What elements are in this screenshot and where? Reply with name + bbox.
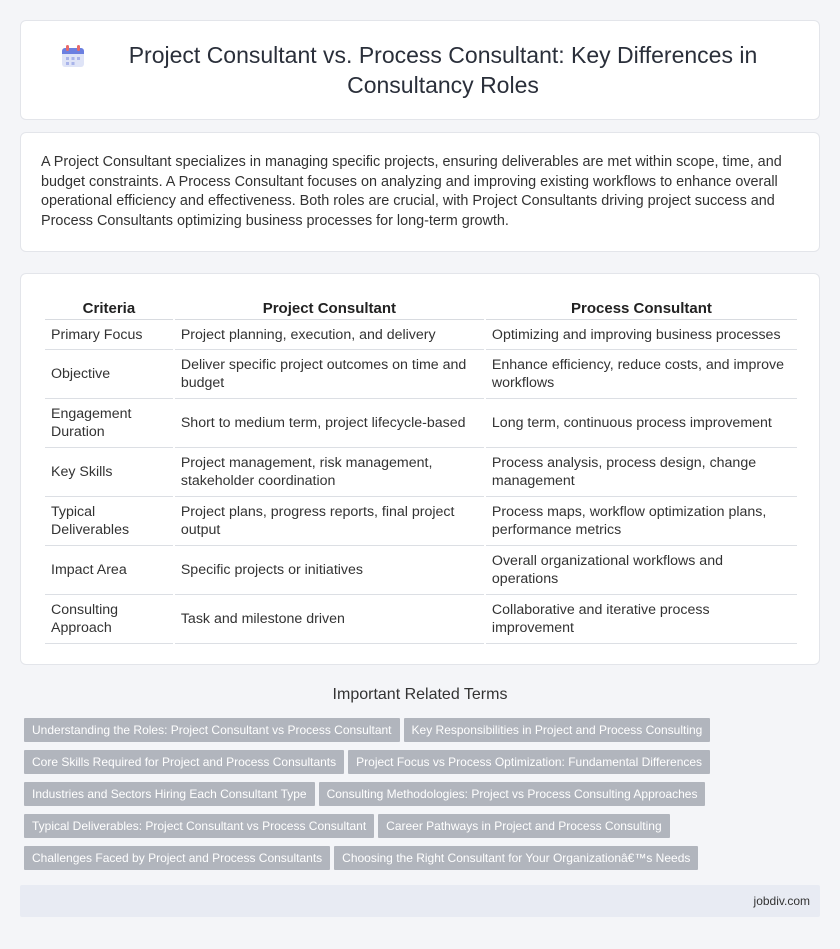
related-term-link[interactable]: Challenges Faced by Project and Process Consultants — [24, 846, 330, 870]
table-row — [45, 320, 797, 350]
table-row — [45, 595, 797, 644]
footer — [20, 885, 820, 917]
table-row — [45, 497, 797, 546]
header-card — [20, 20, 820, 120]
project-cell: Project planning, execution, and delivery — [175, 320, 484, 350]
related-term-link[interactable]: Project Focus vs Process Optimization: Fundamental Differences — [348, 750, 710, 774]
criteria-cell: Primary Focus — [45, 320, 173, 350]
project-cell: Task and milestone driven — [175, 595, 484, 644]
criteria-cell: Objective — [45, 350, 173, 399]
header-project-consultant: Project Consultant — [175, 294, 484, 320]
project-cell: Specific projects or initiatives — [175, 546, 484, 595]
criteria-cell: Consulting Approach — [45, 595, 173, 644]
table-row — [45, 448, 797, 497]
related-term-link[interactable]: Industries and Sectors Hiring Each Consultant Type — [24, 782, 315, 806]
process-cell: Enhance efficiency, reduce costs, and improve workflows — [486, 350, 797, 399]
related-term-link[interactable]: Understanding the Roles: Project Consultant vs Process Consultant — [24, 718, 400, 742]
project-cell: Deliver specific project outcomes on time and budget — [175, 350, 484, 399]
intro-paragraph: A Project Consultant specializes in managing specific projects, ensuring deliverables are met within scope, time, and budget constraints. A Process Consultant focuses on analyzing and improving existing workflows to enhance overall operational efficiency and effectiveness. Both roles are crucial, with Project Consultants driving project success and Process Consultants optimizing business processes for long-term growth. — [41, 154, 782, 229]
intro-card — [20, 132, 820, 252]
page-title: Project Consultant vs. Process Consultant: Key Differences in Consultancy Roles — [128, 42, 758, 98]
related-term-link[interactable]: Key Responsibilities in Project and Process Consulting — [404, 718, 711, 742]
header-process-consultant: Process Consultant — [486, 294, 797, 320]
footer-site-link[interactable]: jobdiv.com — [753, 894, 810, 908]
related-term-link[interactable]: Career Pathways in Project and Process Consulting — [378, 814, 669, 838]
related-terms-list — [24, 718, 824, 878]
project-cell: Short to medium term, project lifecycle-based — [175, 399, 484, 448]
process-cell: Long term, continuous process improvement — [486, 399, 797, 448]
related-term-link[interactable]: Core Skills Required for Project and Process Consultants — [24, 750, 344, 774]
comparison-table — [43, 294, 799, 644]
project-cell: Project management, risk management, stakeholder coordination — [175, 448, 484, 497]
related-term-link[interactable]: Consulting Methodologies: Project vs Process Consulting Approaches — [319, 782, 706, 806]
table-row — [45, 350, 797, 399]
process-cell: Collaborative and iterative process improvement — [486, 595, 797, 644]
process-cell: Optimizing and improving business processes — [486, 320, 797, 350]
criteria-cell: Key Skills — [45, 448, 173, 497]
header-criteria: Criteria — [45, 294, 173, 320]
project-cell: Project plans, progress reports, final project output — [175, 497, 484, 546]
criteria-cell: Typical Deliverables — [45, 497, 173, 546]
table-row — [45, 399, 797, 448]
criteria-cell: Impact Area — [45, 546, 173, 595]
related-term-link[interactable]: Choosing the Right Consultant for Your Organizationâ€™s Needs — [334, 846, 698, 870]
related-term-link[interactable]: Typical Deliverables: Project Consultant vs Process Consultant — [24, 814, 374, 838]
process-cell: Process analysis, process design, change management — [486, 448, 797, 497]
table-row — [45, 546, 797, 595]
process-cell: Process maps, workflow optimization plans, performance metrics — [486, 497, 797, 546]
comparison-card — [20, 273, 820, 665]
related-terms-heading: Important Related Terms — [332, 686, 508, 703]
criteria-cell: Engagement Duration — [45, 399, 173, 448]
table-header-row — [45, 294, 797, 320]
calendar-icon — [61, 44, 85, 68]
process-cell: Overall organizational workflows and operations — [486, 546, 797, 595]
